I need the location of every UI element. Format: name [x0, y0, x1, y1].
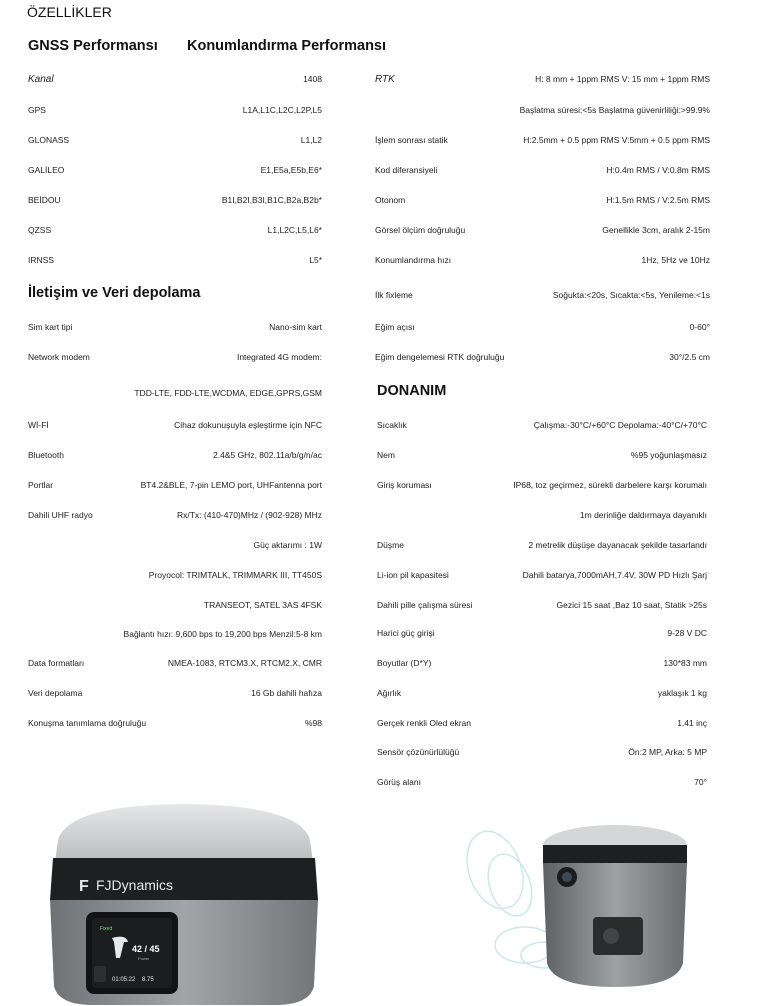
comm-row-value: 2.4&5 GHz, 802.11a/b/g/n/ac	[213, 450, 322, 460]
positioning-row-value: Genellikle 3cm, aralık 2-15m	[602, 225, 710, 235]
comm-row-value: Cihaz dokunuşuyla eşleştirme için NFC	[174, 420, 322, 430]
comm-row-value: Güç aktarımı : 1W	[253, 540, 322, 550]
comm-row-label: Network modem	[28, 352, 90, 362]
page-title: ÖZELLİKLER	[27, 4, 112, 20]
positioning-row-label: Konumlandırma hızı	[375, 255, 452, 265]
comm-row-label: Wİ-Fİ	[28, 420, 49, 430]
comm-row-value: Integrated 4G modem:	[236, 352, 322, 362]
positioning-row-value: H:0.4m RMS / V:0.8m RMS	[606, 165, 710, 175]
comm-row-label: Sim kart tipi	[28, 322, 73, 332]
hardware-row-label: Sıcaklık	[377, 420, 407, 430]
positioning-row-label: İlk fixleme	[375, 290, 413, 300]
positioning-row-value: Başlatma süresi:<5s Başlatma güvenirliliği:>99.9%	[519, 105, 710, 115]
comm-row-value: 16 Gb dahili hafıza	[251, 688, 322, 698]
svg-text:Fixed: Fixed	[100, 926, 113, 932]
hardware-row-label: Harici güç girişi	[377, 628, 435, 638]
hardware-row-label: Boyutlar (D*Y)	[377, 658, 432, 668]
comm-row-label: Portlar	[28, 480, 54, 490]
hardware-row-label: Görüş alanı	[377, 777, 421, 787]
hardware-row-value: Gezici 15 saat ,Baz 10 saat, Statik >25s	[556, 600, 707, 610]
gnss-row-label: GPS	[28, 105, 46, 115]
section-gnss-heading: GNSS Performansı	[28, 38, 158, 54]
comm-row-value: TDD-LTE, FDD-LTE,WCDMA, EDGE,GPRS,GSM	[134, 388, 322, 398]
comm-row-value: Proyocol: TRIMTALK, TRIMMARK III, TT450S	[148, 570, 322, 580]
positioning-row-label: Eğim açısı	[375, 322, 415, 332]
svg-text:F: F	[79, 878, 89, 895]
gnss-row-label: Kanal	[28, 74, 54, 85]
gnss-row-value: L1,L2	[300, 135, 322, 145]
comm-row-value: BT4.2&BLE, 7-pin LEMO port, UHFantenna port	[140, 480, 322, 490]
svg-text:Power: Power	[138, 956, 150, 961]
hardware-row-value: Çalışma:-30°C/+60°C Depolama:-40°C/+70°C	[533, 420, 707, 430]
hardware-row-label: Sensör çözünürlülüğü	[377, 747, 460, 757]
comm-row-label: Konuşma tanımlama doğruluğu	[28, 718, 147, 728]
positioning-row-value: Soğukta:<20s, Sıcakta:<5s, Yenileme:<1s	[552, 290, 710, 300]
positioning-row-label: İşlem sonrası statik	[375, 135, 448, 145]
gnss-row-label: BEİDOU	[28, 195, 61, 205]
gnss-row-label: IRNSS	[28, 255, 54, 265]
hardware-row-value: 1.41 inç	[677, 718, 707, 728]
hardware-row-value: Dahili batarya,7000mAH,7.4V, 30W PD Hızlı Şarj	[522, 570, 707, 580]
gnss-row-label: GALİLEO	[28, 165, 65, 175]
gnss-row-label: QZSS	[28, 225, 52, 235]
comm-row-label: Data formatları	[28, 658, 85, 668]
gnss-row-label: GLONASS	[28, 135, 70, 145]
comm-row-value: Nano-sim kart	[269, 322, 322, 332]
gnss-row-value: L1,L2C,L5,L6*	[267, 225, 322, 235]
hardware-row-value: IP68, toz geçirmez, sürekli darbelere karşı korumalı	[513, 480, 707, 490]
section-positioning-heading: Konumlandırma Performansı	[187, 38, 387, 54]
positioning-row-label: Otonom	[375, 195, 406, 205]
section-comm-heading: İletişim ve Veri depolama	[28, 285, 201, 301]
gnss-row-value: L5*	[309, 255, 322, 265]
positioning-row-value: H:1.5m RMS / V:2.5m RMS	[606, 195, 710, 205]
hardware-row-label: Ağırlık	[377, 688, 402, 698]
comm-row-label: Dahili UHF radyo	[28, 510, 93, 520]
positioning-row-value: 0-60°	[689, 322, 710, 332]
gnss-row-value: L1A,L1C,L2C,L2P,L5	[242, 105, 322, 115]
comm-row-value: %98	[304, 718, 322, 728]
positioning-row-value: H: 8 mm + 1ppm RMS V: 15 mm + 1ppm RMS	[535, 74, 710, 84]
hardware-row-label: Nem	[377, 450, 395, 460]
svg-text:8.75: 8.75	[142, 977, 154, 983]
hardware-row-value: %95 yoğunlaşmasız	[630, 450, 707, 460]
comm-row-label: Veri depolama	[28, 688, 83, 698]
hardware-row-label: Gerçek renkli Oled ekran	[377, 718, 472, 728]
svg-text:42 / 45: 42 / 45	[132, 944, 160, 954]
hardware-row-label: Li-ion pil kapasitesi	[377, 570, 449, 580]
receiver-front-image	[38, 800, 328, 1006]
comm-row-value: TRANSEOT, SATEL 3AS 4FSK	[203, 600, 322, 610]
hardware-row-value: 9-28 V DC	[667, 628, 707, 638]
hardware-row-value: Ön:2 MP, Arka: 5 MP	[628, 747, 707, 757]
gnss-row-value: 1408	[303, 74, 322, 84]
gnss-row-value: B1I,B2I,B3I,B1C,B2a,B2b*	[221, 195, 322, 205]
section-hardware-heading: DONANIM	[377, 383, 447, 399]
hardware-row-value: 1m derinliğe daldırmaya dayanıklı	[579, 510, 707, 520]
hardware-row-value: yaklaşık 1 kg	[657, 688, 707, 698]
hardware-row-label: Dahili pille çalışma süresi	[377, 600, 473, 610]
hardware-row-value: 70°	[694, 777, 707, 787]
positioning-row-value: 1Hz, 5Hz ve 10Hz	[641, 255, 710, 265]
gnss-row-value: E1,E5a,E5b,E6*	[260, 165, 322, 175]
comm-row-value: Rx/Tx: (410-470)MHz / (902-928) MHz	[176, 510, 322, 520]
comm-row-value: NMEA-1083, RTCM3.X, RTCM2.X, CMR	[167, 658, 322, 668]
positioning-row-label: RTK	[375, 74, 395, 85]
positioning-row-label: Görsel ölçüm doğruluğu	[375, 225, 466, 235]
hardware-row-value: 130*83 mm	[663, 658, 707, 668]
hardware-row-value: 2 metrelik düşüşe dayanacak şekilde tasarlandı	[528, 540, 707, 550]
comm-row-label: Bluetooth	[28, 450, 64, 460]
svg-text:01:05:22: 01:05:22	[112, 977, 136, 983]
receiver-rear-image	[455, 815, 705, 995]
positioning-row-value: 30°/2.5 cm	[669, 352, 710, 362]
positioning-row-value: H:2.5mm + 0.5 ppm RMS V:5mm + 0.5 ppm RMS	[523, 135, 710, 145]
hardware-row-label: Giriş koruması	[377, 480, 432, 490]
positioning-row-label: Kod diferansiyeli	[375, 165, 438, 175]
brand-logo: FJDynamics	[96, 877, 174, 893]
hardware-row-label: Düşme	[377, 540, 404, 550]
positioning-row-label: Eğim dengelemesi RTK doğruluğu	[375, 352, 505, 362]
comm-row-value: Bağlantı hızı: 9,600 bps to 19,200 bps Menzil:5-8 km	[123, 629, 322, 639]
